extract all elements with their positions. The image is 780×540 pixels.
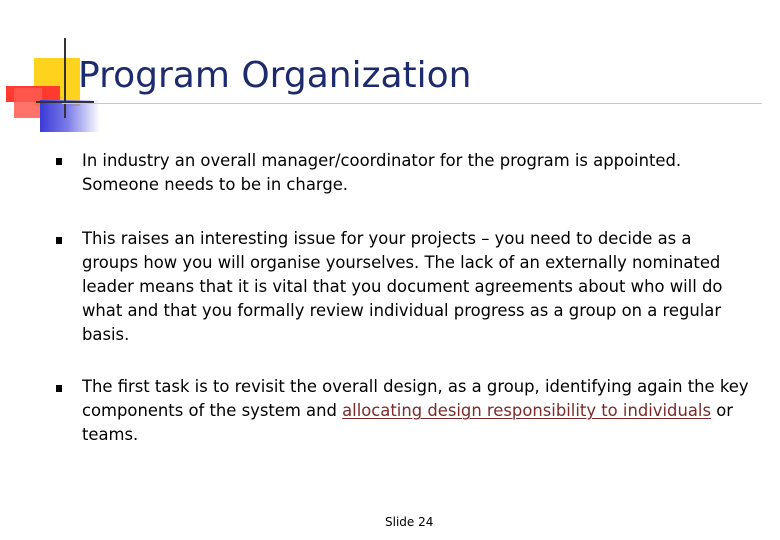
slide-title: Program Organization	[78, 55, 472, 96]
bullet-item-3	[82, 375, 752, 447]
allocating-design-responsibility-link[interactable]: allocating design responsibility to individuals	[342, 401, 711, 420]
bullet-text-part: or teams.	[82, 401, 733, 444]
bullet-item-1: In industry an overall manager/coordinator for the program is appointed. Someone needs to be in charge.	[82, 151, 682, 194]
bullet-item-2: This raises an interesting issue for your projects – you need to decide as a groups how you will organise yourselves. The lack of an externally nominated leader means that it is vital that you document agreements about who will do what and that you formally review individual progress as a group on a regular basis.	[82, 229, 723, 344]
bullet-marker	[56, 385, 62, 392]
bullet-marker	[56, 158, 62, 165]
bullet-marker	[56, 237, 62, 244]
bullet-text-part: The first task is to revisit the overall design, as a group, identifying again the key components of the system and	[82, 377, 749, 420]
decor-red-block	[14, 88, 42, 118]
slide-number: Slide 24	[385, 515, 434, 529]
title-underline-rule	[62, 103, 762, 104]
decor-blue-fade	[40, 100, 100, 132]
decor-vertical-line	[64, 38, 66, 118]
